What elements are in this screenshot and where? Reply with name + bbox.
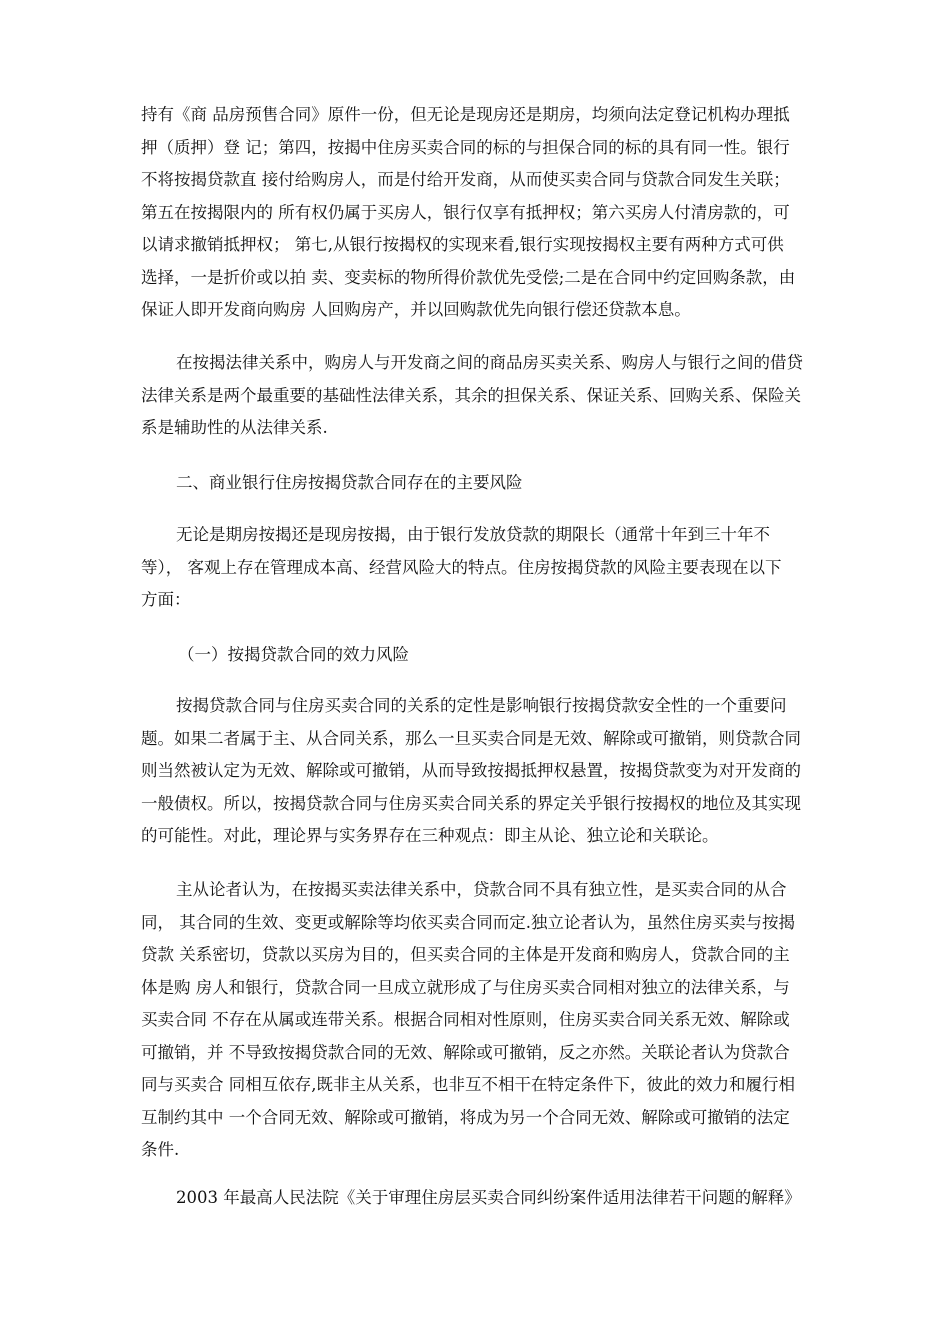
text-line: 方面： bbox=[141, 590, 191, 609]
text-line: 系是辅助性的从法律关系. bbox=[141, 418, 328, 437]
text-line: 则当然被认定为无效、解除或可撤销，从而导致按揭抵押权悬置，按揭贷款变为对开发商的 bbox=[141, 761, 801, 780]
text-line: 以请求撤销抵押权； 第七,从银行按揭权的实现来看,银行实现按揭权主要有两种方式可供 bbox=[141, 235, 784, 254]
text-line: 无论是期房按揭还是现房按揭，由于银行发放贷款的期限长（通常十年到三十年不 bbox=[176, 525, 770, 544]
text-line: 条件. bbox=[141, 1140, 180, 1159]
text-line: 一般债权。所以，按揭贷款合同与住房买卖合同关系的界定关乎银行按揭权的地位及其实现 bbox=[141, 793, 801, 813]
text-line: 保证人即开发商向购房 人回购房产，并以回购款优先向银行偿还贷款本息。 bbox=[141, 300, 691, 319]
text-line: 的可能性。对此，理论界与实务界存在三种观点：即主从论、独立论和关联论。 bbox=[141, 826, 719, 845]
text-line: 买卖合同 不存在从属或连带关系。根据合同相对性原则，住房买卖合同关系无效、解除或 bbox=[141, 1010, 790, 1029]
section-heading: 二、商业银行住房按揭贷款合同存在的主要风险 bbox=[176, 473, 523, 492]
text-line: 主从论者认为，在按揭买卖法律关系中，贷款合同不具有独立性，是买卖合同的从合 bbox=[176, 880, 787, 899]
text-line: 不将按揭贷款直 接付给购房人，而是付给开发商，从而使买卖合同与贷款合同发生关联； bbox=[141, 170, 790, 189]
paragraph-validity-risk bbox=[141, 690, 829, 853]
text-line: 题。如果二者属于主、从合同关系，那么一旦买卖合同是无效、解除或可撤销，则贷款合同 bbox=[141, 728, 801, 748]
paragraph-judicial-interpretation bbox=[141, 1182, 829, 1215]
text-line: 在按揭法律关系中，购房人与开发商之间的商品房买卖关系、购房人与银行之间的借贷 bbox=[176, 353, 803, 372]
text-line: 按揭贷款合同与住房买卖合同的关系的定性是影响银行按揭贷款安全性的一个重要问 bbox=[176, 696, 787, 715]
paragraph-mortgage-features bbox=[141, 99, 829, 327]
text-line: 选择，一是折价或以拍 卖、变卖标的物所得价款优先受偿;二是在合同中约定回购条款，由 bbox=[141, 267, 796, 287]
text-line: 同， 其合同的生效、变更或解除等均依买卖合同而定.独立论者认为，虽然住房买卖与按揭 bbox=[141, 912, 795, 932]
text-line: 持有《商 品房预售合同》原件一份，但无论是现房还是期房，均须向法定登记机构办理抵 bbox=[141, 105, 790, 124]
text-line: 等）， 客观上存在管理成本高、经营风险大的特点。住房按揭贷款的风险主要表现在以下 bbox=[141, 557, 782, 577]
text-line: 互制约其中 一个合同无效、解除或可撤销，将成为另一个合同无效、解除或可撤销的法定 bbox=[141, 1107, 790, 1127]
text-line: 2003 年最高人民法院《关于审理住房层买卖合同纠纷案件适用法律若干问题的解释》 bbox=[176, 1188, 801, 1207]
text-line: 押（质押）登 记；第四，按揭中住房买卖合同的标的与担保合同的标的具有同一性。银行 bbox=[141, 137, 790, 157]
text-line: 体是购 房人和银行，贷款合同一旦成立就形成了与住房买卖合同相对独立的法律关系，与 bbox=[141, 977, 790, 997]
text-line: 第五在按揭限内的 所有权仍属于买房人，银行仅享有抵押权；第六买房人付清房款的，可 bbox=[141, 202, 790, 222]
text-line: 法律关系是两个最重要的基础性法律关系，其余的担保关系、保证关系、回购关系、保险关 bbox=[141, 385, 801, 405]
text-line: 同与买卖合 同相互依存,既非主从关系，也非互不相干在特定条件下，彼此的效力和履行相 bbox=[141, 1075, 795, 1094]
paragraph-legal-relations bbox=[141, 347, 829, 445]
subsection-heading: （一）按揭贷款合同的效力风险 bbox=[178, 645, 409, 664]
paragraph-risk-overview bbox=[141, 519, 829, 617]
text-line: 可撤销，并 不导致按揭贷款合同的无效、解除或可撤销，反之亦然。关联论者认为贷款合 bbox=[141, 1042, 790, 1062]
text-line: 贷款 关系密切，贷款以买房为目的，但买卖合同的主体是开发商和购房人，贷款合同的主 bbox=[141, 945, 790, 964]
paragraph-three-views bbox=[141, 874, 829, 1167]
